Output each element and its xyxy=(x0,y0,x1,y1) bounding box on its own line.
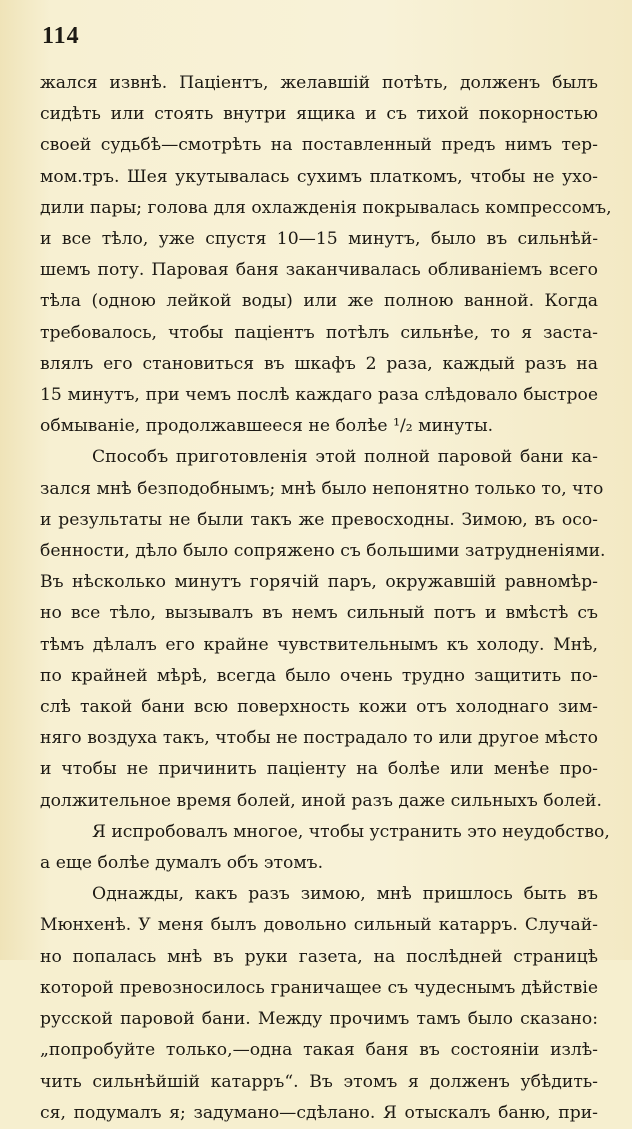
text-line: влялъ его становиться въ шкафъ 2 раза, каждый разъ на xyxy=(40,353,598,374)
text-line: няго воздуха такъ, чтобы не пострадало то или другое мѣсто xyxy=(40,728,598,749)
text-line: тѣмъ дѣлалъ его крайне чувствительнымъ къ холоду. Мнѣ, xyxy=(40,634,598,655)
text-line: Однажды, какъ разъ зимою, мнѣ пришлось быть въ xyxy=(92,884,598,905)
text-line: и все тѣло, уже спустя 10—15 минутъ, было въ сильнѣй- xyxy=(40,229,598,250)
page-body-text xyxy=(40,68,612,1129)
text-line: чить сильнѣйшій катарръ“. Въ этомъ я долженъ убѣдить- xyxy=(40,1071,598,1092)
text-line: мом.тръ. Шея укутывалась сухимъ платкомъ, чтобы не ухо- xyxy=(40,166,598,187)
text-line: тѣла (одною лейкой воды) или же полною ванной. Когда xyxy=(40,291,598,312)
text-line: „попробуйте только,—одна такая баня въ состояніи излѣ- xyxy=(40,1040,598,1061)
text-line: должительное время болей, иной разъ даже сильныхъ болей. xyxy=(40,790,602,811)
text-line: Способъ приготовленія этой полной паровой бани ка- xyxy=(92,447,598,468)
text-line: Въ нѣсколько минутъ горячій паръ, окружавшій равномѣр- xyxy=(40,572,598,593)
text-line: слѣ такой бани всю поверхность кожи отъ холоднаго зим- xyxy=(40,697,598,718)
text-line: но попалась мнѣ въ руки газета, на послѣдней страницѣ xyxy=(40,946,598,967)
text-line: Я испробовалъ многое, чтобы устранить это неудобство, xyxy=(92,821,610,842)
text-line: русской паровой бани. Между прочимъ тамъ было сказано: xyxy=(40,1009,598,1030)
page-number: 114 xyxy=(42,23,80,49)
text-line: которой превозносилось граничащее съ чудеснымъ дѣйствіе xyxy=(40,977,598,998)
text-line: жался извнѣ. Паціентъ, желавшій потѣть, долженъ былъ xyxy=(40,73,598,93)
text-line: по крайней мѣрѣ, всегда было очень трудно защитить по- xyxy=(40,665,598,686)
text-line: требовалось, чтобы паціентъ потѣлъ сильнѣе, то я заста- xyxy=(40,322,598,343)
text-line: 15 минутъ, при чемъ послѣ каждаго раза слѣдовало быстрое xyxy=(40,385,598,406)
text-line: зался мнѣ безподобнымъ; мнѣ было непонятно только то, что xyxy=(40,478,604,499)
text-line: и чтобы не причинить паціенту на болѣе или менѣе про- xyxy=(40,759,598,780)
text-line: бенности, дѣло было сопряжено съ большими затрудненіями. xyxy=(40,541,606,562)
text-line: но все тѣло, вызывалъ въ немъ сильный потъ и вмѣстѣ съ xyxy=(40,603,598,624)
text-line: ся, подумалъ я; задумано—сдѣлано. Я отыскалъ баню, при- xyxy=(40,1102,598,1123)
text-line: обмываніе, продолжавшееся не болѣе ¹/₂ минуты. xyxy=(40,416,494,437)
text-line: своей судьбѣ—смотрѣть на поставленный предъ нимъ тер- xyxy=(40,135,598,156)
text-line: шемъ поту. Паровая баня заканчивалась обливаніемъ всего xyxy=(40,260,598,281)
text-line: Мюнхенѣ. У меня былъ довольно сильный катарръ. Случай- xyxy=(40,915,598,936)
text-line: сидѣть или стоять внутри ящика и съ тихой покорностью xyxy=(40,104,598,125)
text-line: а еще болѣе думалъ объ этомъ. xyxy=(40,853,324,874)
text-line: и результаты не были такъ же превосходны. Зимою, въ осо- xyxy=(40,509,598,530)
text-line: дили пары; голова для охлажденія покрывалась компрессомъ, xyxy=(40,197,612,218)
